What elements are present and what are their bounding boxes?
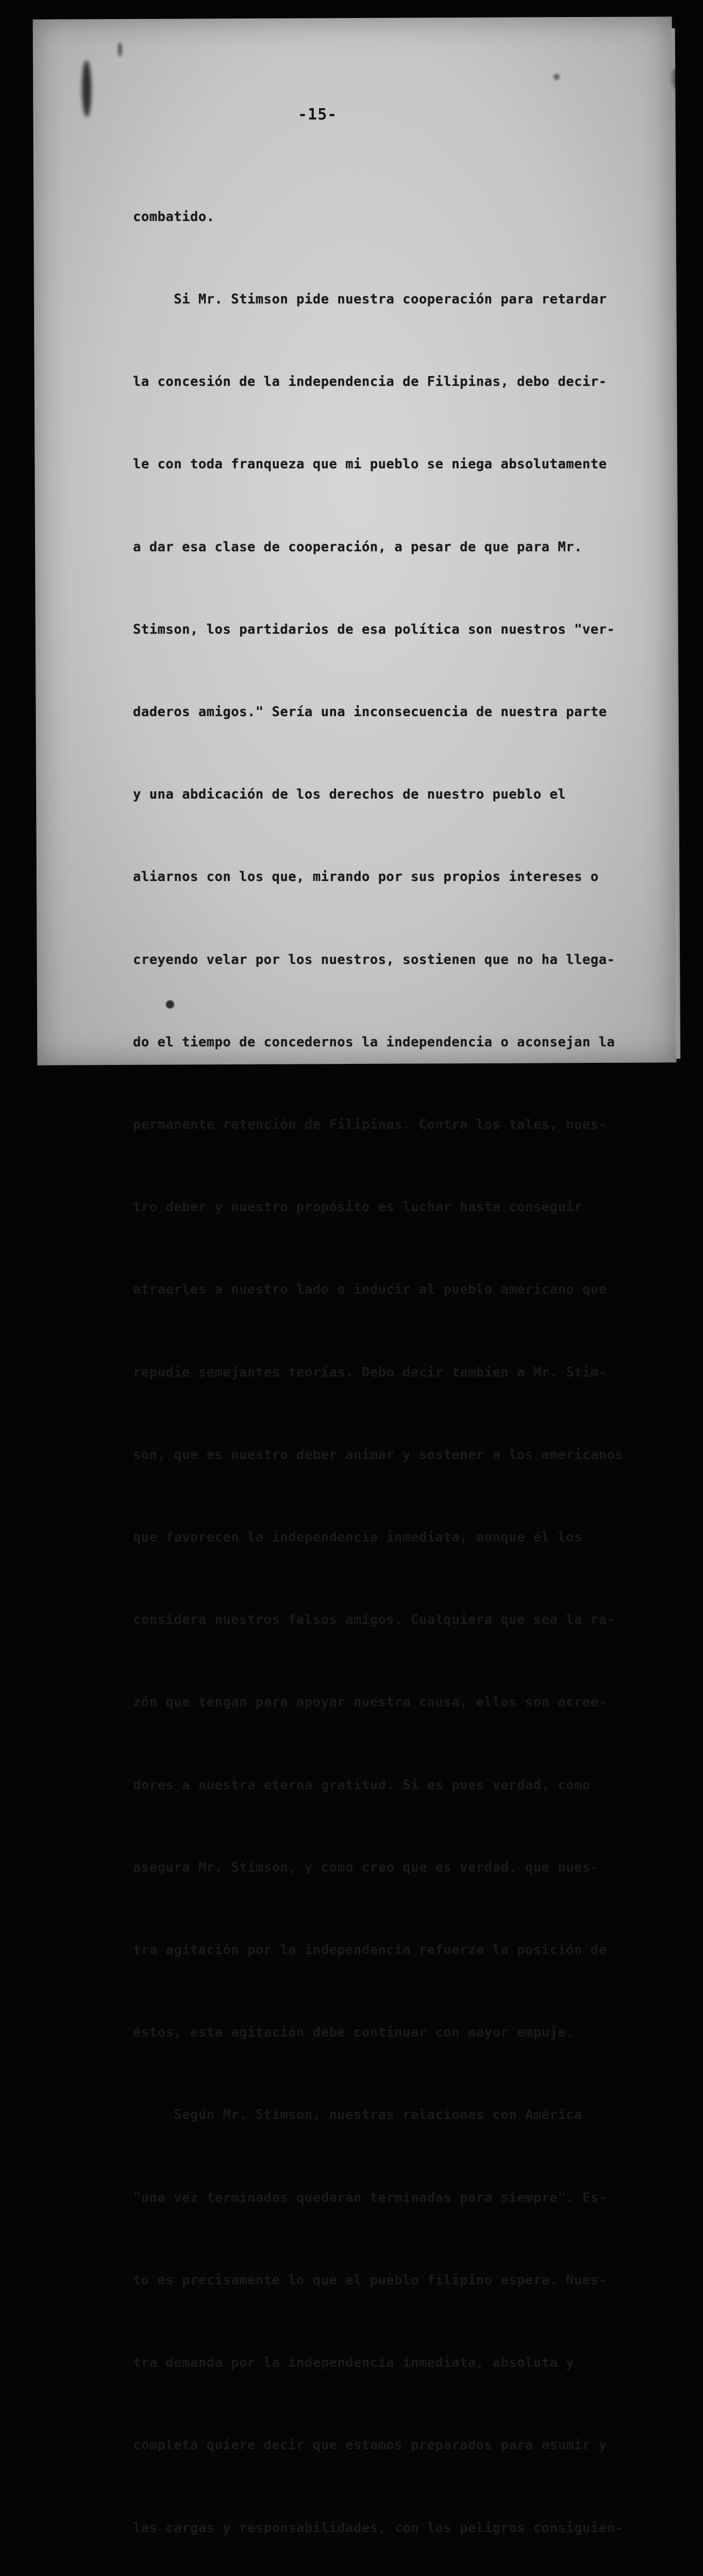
text-line: y una abdicación de los derechos de nuestro pueblo el bbox=[133, 787, 566, 803]
typed-body-text bbox=[133, 148, 648, 2576]
text-line: atraerles a nuestro lado o inducir al pueblo americano que bbox=[133, 1282, 607, 1298]
text-line: do el tiempo de concedernos la independencia o aconsejan la bbox=[133, 1034, 615, 1050]
text-line: tro deber y nuestro propósito es luchar hasta conseguir bbox=[133, 1199, 582, 1215]
text-line: daderos amigos." Sería una inconsecuencia de nuestra parte bbox=[133, 704, 607, 720]
text-line: son, que es nuestro deber animar y sostener a los americanos bbox=[133, 1447, 624, 1463]
text-line: a dar esa clase de cooperación, a pesar de que para Mr. bbox=[133, 539, 582, 555]
text-line: permanente retención de Filipinas. Contra los tales, nues- bbox=[133, 1117, 607, 1133]
text-line: las cargas y responsabilidades, con los peligros consiguien- bbox=[133, 2520, 624, 2536]
text-line: zón que tengan para apoyar nuestra causa, ellos son acree- bbox=[133, 1694, 607, 1710]
ink-stain bbox=[118, 42, 122, 57]
text-line: completa quiere decir que estamos preparados para asumir y bbox=[133, 2437, 607, 2453]
text-line: Stimson, los partidarios de esa política son nuestros "ver- bbox=[133, 621, 615, 637]
text-line: creyendo velar por los nuestros, sostienen que no ha llega- bbox=[133, 952, 615, 968]
text-line: considera nuestros falsos amigos. Cualquiera que sea la ra- bbox=[133, 1612, 615, 1628]
text-line: tra demanda por la independencia inmediata, absoluta y bbox=[133, 2355, 575, 2371]
text-line: dores a nuestra eterna gratitud. Si es pues verdad, como bbox=[133, 1777, 591, 1793]
text-line: la concesión de la independencia de Filipinas, debo decir- bbox=[133, 374, 607, 390]
text-line: Si Mr. Stimson pide nuestra cooperación para retardar bbox=[133, 292, 607, 308]
text-line: repudie semejantes teorías. Debo decir tambien a Mr. Stim- bbox=[133, 1364, 607, 1380]
text-line: combatido. bbox=[133, 209, 215, 225]
ink-dot bbox=[554, 74, 560, 80]
ink-stain bbox=[672, 68, 677, 89]
text-line: "una vez terminadas quedarán terminadas para siempre". Es- bbox=[133, 2190, 607, 2206]
text-line: éstos, esta agitación debe continuar con mayor empuje. bbox=[133, 2025, 575, 2041]
text-line: asegura Mr. Stimson, y como creo que es verdad, que nues- bbox=[133, 1859, 599, 1875]
page-number: -15- bbox=[298, 106, 338, 124]
text-line: que favorecen la independencia inmediata, aunque él los bbox=[133, 1530, 582, 1546]
text-line: to es precisamente lo que el pueblo filipino espera. Nues- bbox=[133, 2272, 607, 2288]
text-line: Según Mr. Stimson, nuestras relaciones con América bbox=[133, 2107, 582, 2123]
text-line: le con toda franqueza que mi pueblo se niega absolutamente bbox=[133, 456, 607, 472]
text-line: tra agitación por la independencia refuerza la posición de bbox=[133, 1942, 607, 1958]
text-line: aliarnos con los que, mirando por sus propios intereses o bbox=[133, 869, 599, 885]
ink-stain bbox=[82, 60, 91, 117]
